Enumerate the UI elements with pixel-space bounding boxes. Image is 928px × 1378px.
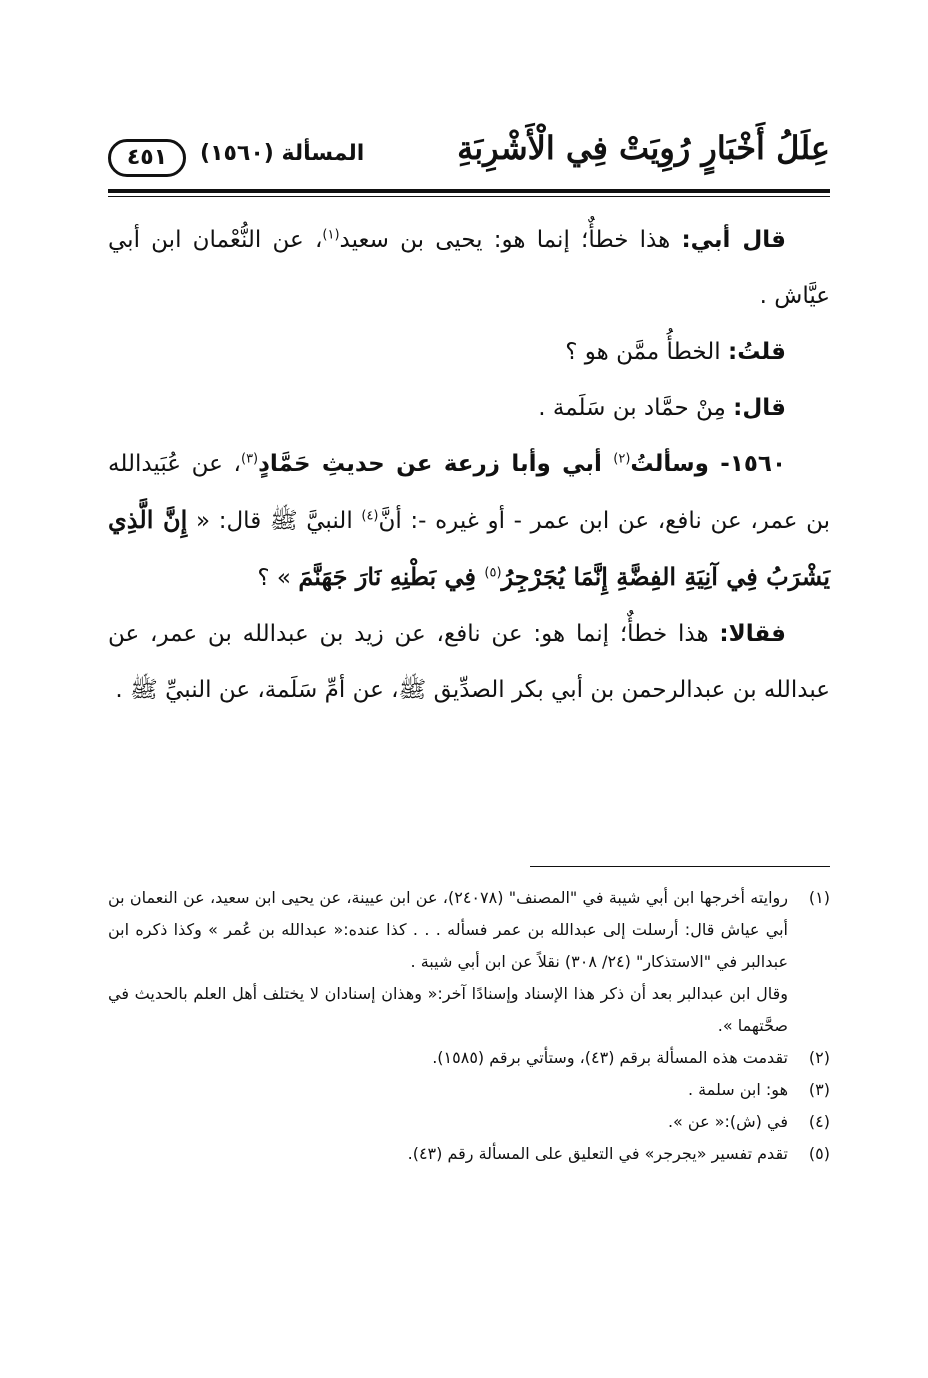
question-number: ١٥٦٠- وسألتُ [630, 451, 786, 477]
paragraph-text: النبيَّ ﷺ قال: « [187, 508, 362, 534]
footnote-number: (٥) [808, 1144, 830, 1163]
question-lead: أبي وأبا زرعة عن حديثِ حَمَّادٍ [258, 451, 614, 477]
speaker-label: قال: [733, 395, 786, 421]
main-text [108, 212, 830, 718]
paragraph-text: ، عن النُّعْمان ابن أبي عيَّاش . [108, 227, 830, 309]
footnote-1 [108, 882, 830, 1042]
paragraph-text: هذا خطأٌ؛ إنما هو: يحيى بن سعيد [339, 227, 682, 253]
page-number: ٤٥١ [108, 139, 186, 177]
footnote-text: تقدمت هذه المسألة برقم (٤٣)، وستأتي برقم (١٥٨٥). [432, 1048, 788, 1067]
paragraph-text: » ؟ [257, 565, 299, 591]
speaker-label: فقالا: [719, 621, 786, 647]
footnote-text [108, 882, 788, 1042]
paragraph-3 [108, 380, 830, 436]
footnote-4 [108, 1106, 830, 1138]
footnote-number: (٢) [808, 1048, 830, 1067]
footnote-3 [108, 1074, 830, 1106]
footnote-paragraph: وقال ابن عبدالبر بعد أن ذكر هذا الإسناد وإسنادًا آخر:« وهذان إسنادان لا يختلف أهل العلم بالحديث في صحَّتهما ». [108, 984, 788, 1035]
speaker-label: قال أبي: [681, 227, 786, 253]
footnote-5 [108, 1138, 830, 1170]
masala-label: المسألة (١٥٦٠) [200, 141, 365, 166]
footnote-ref: (٢) [613, 451, 631, 467]
footnote-ref: (٥) [484, 565, 502, 581]
footnote-ref: (١) [322, 227, 340, 243]
footnote-text: في (ش):« عن ». [667, 1112, 788, 1131]
paragraph-5 [108, 606, 830, 718]
book-title: عِلَلُ أَخْبَارٍ رُوِيَتْ فِي الْأَشْرِبَةِ [457, 129, 830, 167]
footnote-paragraph: روايته أخرجها ابن أبي شيبة في "المصنف" (٢٤٠٧٨)، عن ابن عيينة، عن يحيى ابن سعيد، عن النعمان بن أبي عياش قال: أرسلت إلى عبدالله بن عمر فسأله . . . كذا عنده:« عبدالله بن عُمر » وكذا ذكره ابن عبدالبر في "الاستذكار" (٢٤/ ٣٠٨) نقلاً عن ابن أبي شيبة . [108, 888, 788, 971]
hadith-text: فِي بَطْنِهِ نَارَ جَهَنَّمَ [298, 562, 485, 591]
paragraph-text: مِنْ حمَّاد بن سَلَمة . [538, 395, 734, 421]
hadith-text: إِنَّ الَّذِي يَشْرَبُ فِي آنِيَةِ الفِضَّةِ إِنَّمَا يُجَرْجِرُ [108, 505, 830, 591]
paragraph-2 [108, 324, 830, 380]
footnote-number: (١) [808, 888, 830, 907]
speaker-label: قلتُ: [728, 339, 786, 365]
footnote-text: تقدم تفسير «يجرجر» في التعليق على المسألة رقم (٤٣). [407, 1144, 788, 1163]
footnote-number: (٣) [808, 1080, 830, 1099]
footnotes [108, 882, 830, 1170]
paragraph-text: ، عن عُبَيدالله بن عمر، عن نافع، عن ابن عمر - أو غيره -: أنَّ [108, 451, 831, 534]
footnote-ref: (٤) [361, 508, 379, 524]
footnote-number: (٤) [808, 1112, 830, 1131]
footnote-text: هو: ابن سلمة . [687, 1080, 788, 1099]
header-rule-thin [108, 196, 830, 197]
header-rule-thick [108, 189, 830, 193]
paragraph-text: هذا خطأٌ؛ إنما هو: عن نافع، عن زيد بن عبدالله بن عمر، عن عبدالله بن عبدالرحمن بن أبي بكر الصدِّيق ﷺ، عن أمِّ سَلَمة، عن النبيِّ ﷺ . [108, 621, 830, 703]
footnote-2 [108, 1042, 830, 1074]
footnote-separator [530, 866, 830, 867]
footnote-ref: (٣) [240, 451, 259, 467]
paragraph-text: الخطأُ ممَّن هو ؟ [565, 339, 728, 365]
paragraph-4 [108, 436, 830, 606]
paragraph-1 [108, 212, 830, 324]
running-header [108, 125, 830, 185]
